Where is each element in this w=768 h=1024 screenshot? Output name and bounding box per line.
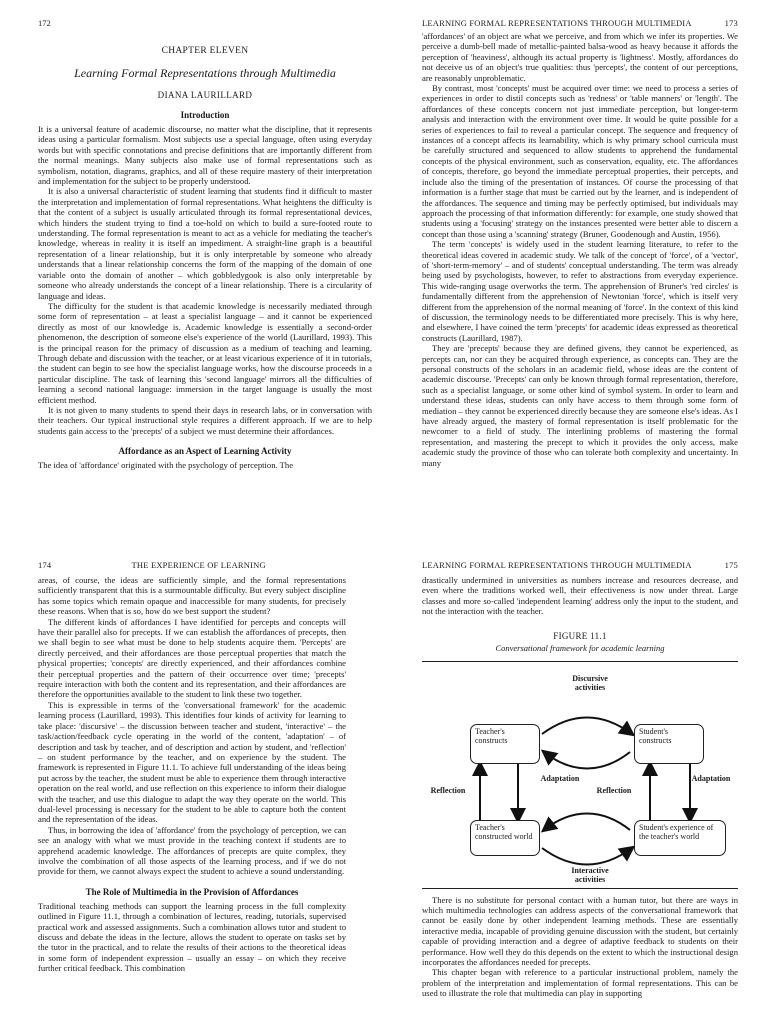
paragraph: The difficulty for the student is that academic knowledge is necessarily mediated through some form of representation – at least a specialist language – and it cannot be experienced directly as most of our knowledge is. Academic knowledge is essentially a second-order phenomenon, the description of someone else's experience of the world (Laurillard, 1993). This is the principal reason for the primacy of discussion as a medium of teaching and learning. Through debate and discussion with the teacher, or at least vicarious experience of it in tutorials, the student can begin to see how the specialist language works, how the discourse proceeds in a particular discipline. The task of learning this 'second language' mirrors all the difficulties of learning a second national language: immersion in the target language is usually the most efficient method. — [38, 300, 372, 405]
running-head-title: LEARNING FORMAL REPRESENTATIONS THROUGH MULTIMEDIA — [422, 560, 692, 570]
reflection-center-label: Reflection — [596, 785, 632, 795]
page-number: 175 — [724, 560, 738, 570]
running-head — [422, 560, 738, 570]
arrow-interactive-bottom — [542, 848, 632, 865]
adaptation-center-label: Adaptation — [540, 773, 580, 783]
author: DIANA LAURILLARD — [157, 90, 253, 100]
page-172 — [0, 0, 384, 512]
paragraph: There is no substitute for personal contact with a human tutor, but there are ways in which multimedia technologies can address aspects of the conversational framework that cannot be easily done by other independent learning methods. These are essentially interactive media, incapable of providing genuine discussion with the student, but certainly capable of providing interaction and a degree of adaptive feedback to students on their performance. How well they do this depends on the extent to which the instructional design incorporates the affordances needed for precepts. — [422, 894, 738, 968]
reflection-left-label: Reflection — [430, 785, 466, 795]
paragraph: 'affordances' of an object are what we perceive, and from which we infer its properties. We perceive a dumb-bell made of metallic-painted balsa-wood as heavy because it affords the perception of 'heaviness', although its actual property is 'lightness'. Mostly, affordances do not deceive us of an object's true qualities: thus 'percepts', the content of our perceptions, are reasonably unproblematic. — [422, 31, 738, 83]
page-number: 174 — [38, 560, 52, 570]
paragraph: The idea of 'affordance' originated with the psychology of perception. The — [38, 460, 294, 471]
adaptation-right-label: Adaptation — [691, 773, 731, 783]
body-text — [38, 575, 346, 877]
paragraph: They are 'precepts' because they are defined givens, they cannot be experienced, as percepts can, nor can they be acquired through experience, as concepts can. They are the personal constructs of the scholars in an academic field, whose ideas are the content of academic discourse. 'Precepts' can only be known through formal representation, therefore, such as a specialist language, or some other kind of symbol system. In order to learn and understand these ideas, students can only have access to them through some form of mediation – they cannot be experienced directly because they are someone else's ideas. As I have already argued, the mastery of formal representation is itself problematic for the newcomer to a field of study. The interlining problems of mastering the formal representation, and mastering the precept to which it provides the only access, make academic study the province of those who can tolerate both complexity and uncertainty. In many — [422, 343, 738, 468]
figure-label: FIGURE 11.1 — [553, 630, 607, 641]
running-head-title: LEARNING FORMAL REPRESENTATIONS THROUGH MULTIMEDIA — [422, 18, 692, 28]
section-heading: The Role of Multimedia in the Provision of Affordances — [85, 886, 299, 897]
body-text — [422, 895, 738, 999]
paragraph: It is a universal feature of academic discourse, no matter what the discipline, that it represents ideas using a particular formalism. Most subjects use a special language, often using everyday words but with specific connotations and precise definitions that are importantly different from the normal meanings. Many subjects also make use of formal representations such as symbolism, notation, diagrams, graphics, and all of these require mastery of their interpretation and implementation for the subject to be properly understood. — [38, 124, 372, 187]
paragraph: areas, of course, the ideas are sufficiently simple, and the formal representations sufficiently transparent that this is a surmountable difficulty. But every subject discipline has some topics which remain opaque and inaccessible for many students, for precisely these reasons. When that is so, how do we best support the student? — [38, 575, 346, 617]
running-head-title: THE EXPERIENCE OF LEARNING — [131, 560, 266, 570]
conversational-framework-diagram — [422, 661, 738, 889]
intro-heading: Introduction — [180, 110, 230, 120]
paragraph: It is not given to many students to spend their days in research labs, or in conversation with their teachers. Our typical instructional style requires a different approach. If we are to help students gain access to the 'precepts' of a subject we must determine their affordances. — [38, 404, 372, 436]
paragraph: The term 'concepts' is widely used in the student learning literature, to refer to the theoretical ideas covered in academic study. We talk of the concept of 'force', of a 'vector', of 'short-term-memory' – and of students' conceptual understanding. The term was already being used by psychologists, however, to refer to abstractions from everyday experience. This wide-ranging usage overworks the term. The apprehension of Bruner's 'red circles' is fundamentally different from the apprehension of Newtonian 'force', which is itself very different from the apprehension of the normal meaning of 'force'. In the context of this kind of discussion, the terminology needs to be differentiated more precisely. This is why here, and elsewhere, I have coined the term 'precepts' for academic ideas expressed as theoretical constructs (Laurillard, 1987). — [422, 239, 738, 343]
paragraph: This is expressible in terms of the 'conversational framework' for the academic learning process (Laurillard, 1993). This identifies four kinds of activity for learning to take place: 'discursive' – the discussion between teacher and student, 'interactive' – the task/action/feedback cycle operating in the world of the content, 'adaptation' – of description and task by teacher, and of description and action by student, and 'reflection' – on student performance by the teacher, and on experience by the student. The framework is represented in Figure 11.1. To achieve full understanding of the ideas being put across by the teacher, the student must be able to experience them through interactive operation on the real world, and use reflection on this experience to inform their dialogue with the teacher, and use this dialogue to adapt the way they operate on the world. This dual-level processing is necessary for the student to be able to capture both the content and the representation of the ideas. — [38, 699, 346, 825]
page-174 — [0, 512, 384, 1024]
body-text — [422, 31, 738, 468]
figure-caption: Conversational framework for academic learning — [495, 642, 665, 653]
paragraph: By contrast, most 'concepts' must be acquired over time: we need to process a series of experiences in order to distil concepts such as 'redness' or 'table manners' or 'length'. The affordances of these concepts concern not just immediate perception, but longer-term analysis and interaction with the environment over time. It would be quite possible for a series of experiences to fail to reveal a particular concept. The sequence and frequency of instances of a concept affects its learnability, which is why primary school curricula must be carefully structured and sequenced to allow students to apprehend the fundamental concepts of the physical environment, such as conservation, equality, etc. The affordances of concepts, therefore, go beyond the immediate perceptual properties, their percepts, and include also the timing of the presentation of instances. Of course the processing of that information is a further stage that must be carried out by the learner, and is independent of the affordances. The sequence and timing may be perfectly optimised, but individuals may approach the processing of that information differently: for example, one study showed that students using a 'focusing' strategy on the instances presented were better able to discern a concept than those using a 'scanning' strategy (Bruner, Goodenough and Austin, 1956). — [422, 83, 738, 239]
page-number: 173 — [724, 18, 738, 28]
paragraph: The different kinds of affordances I have identified for percepts and concepts will have their parallel also for precepts. If we can establish the affordances of precepts, then we shall begin to see what must be done to help students acquire them. 'Percepts' are directly perceived, and their affordances are those perceptual properties that match the physical properties; 'concepts' are directly experienced, and their affordances combine their perceptual properties and the pattern of their occurrence over time; 'precepts' require interaction with both the content and its representation, and their affordances are therefore the opportunities available to the student to link these two together. — [38, 616, 346, 700]
arrow-discursive-top — [542, 717, 632, 734]
paragraph: Traditional teaching methods can support the learning process in the full complexity outlined in Figure 11.1, through a combination of lectures, reading, tutorials, supervised practical work and assessed assignments. Such a combination allows tutor and student to discuss and debate the ideas in the lecture, allows the student to operate on tasks set by the tutor in the practical, and to relate the results of their actions to the theoretical ideas in some form of independent expression – usually an essay – on which they receive further critical feedback. This combination — [38, 900, 346, 974]
teachers-constructs-box: Teacher's constructs — [470, 724, 540, 764]
chapter-label: CHAPTER ELEVEN — [161, 46, 249, 56]
running-head — [422, 18, 738, 28]
paragraph: Thus, in borrowing the idea of 'affordance' from the psychology of perception, we can see an analogy with what we must provide in the teaching context if students are to apprehend academic knowledge. The affordances of precepts are quite complex, they involve the combination of all those aspects of the learning process, and if we do not provide for them, we cannot always expect the student to achieve a sound understanding. — [38, 824, 346, 877]
page-number: 172 — [38, 18, 51, 28]
paragraph: drastically undermined in universities as numbers increase and resources decrease, and even where the traditions worked well, their effectiveness is now under threat. Large classes and more so-called 'independent learning' address only the input to the student, and not the interaction with the teacher. — [422, 575, 738, 617]
body-text — [38, 124, 372, 436]
paragraph: It is also a universal characteristic of student learning that students find it difficult to master the interpretation and implementation of formal representations. What heightens the difficulty is that the content of a subject is usually articulated through its formal representational devices, which hinders the student trying to find a toe-hold on which to build a sure-footed route to understanding. The formal representation is meant to act as a vehicle for mediating the teacher's knowledge, whereas in reality it is itself an impediment. A straight-line graph is a beautiful representation of a linear relationship, but it is only interpretable by someone who already understands that a linear relationship concerns the form of the mapping of the domain of one variable onto the domain of another – which gobbledygook is also only interpretable by someone who already understands the concept of a linear relationship. There is a circularity of language and ideas. — [38, 186, 372, 301]
paragraph: This chapter began with reference to a particular instructional problem, namely the problem of the interpretation and implementation of formal representations. This can be used to illustrate the role that multimedia can play in supporting — [422, 967, 738, 999]
running-head — [38, 560, 346, 570]
students-constructs-box: Student's constructs — [634, 724, 704, 764]
arrow-discursive-bottom — [544, 752, 630, 769]
interactive-activities-label: Interactive activities — [571, 865, 609, 884]
page-173 — [384, 0, 768, 512]
discursive-activities-label: Discursive activities — [572, 673, 608, 692]
teachers-constructed-world-box: Teacher's constructed world — [470, 820, 540, 856]
chapter-title: Learning Formal Representations through Multimedia — [74, 66, 336, 80]
page-175 — [384, 512, 768, 1024]
section-heading: Affordance as an Aspect of Learning Activity — [118, 446, 292, 457]
arrow-interactive-top — [544, 813, 630, 830]
students-experience-box: Student's experience of the teacher's world — [634, 820, 726, 856]
